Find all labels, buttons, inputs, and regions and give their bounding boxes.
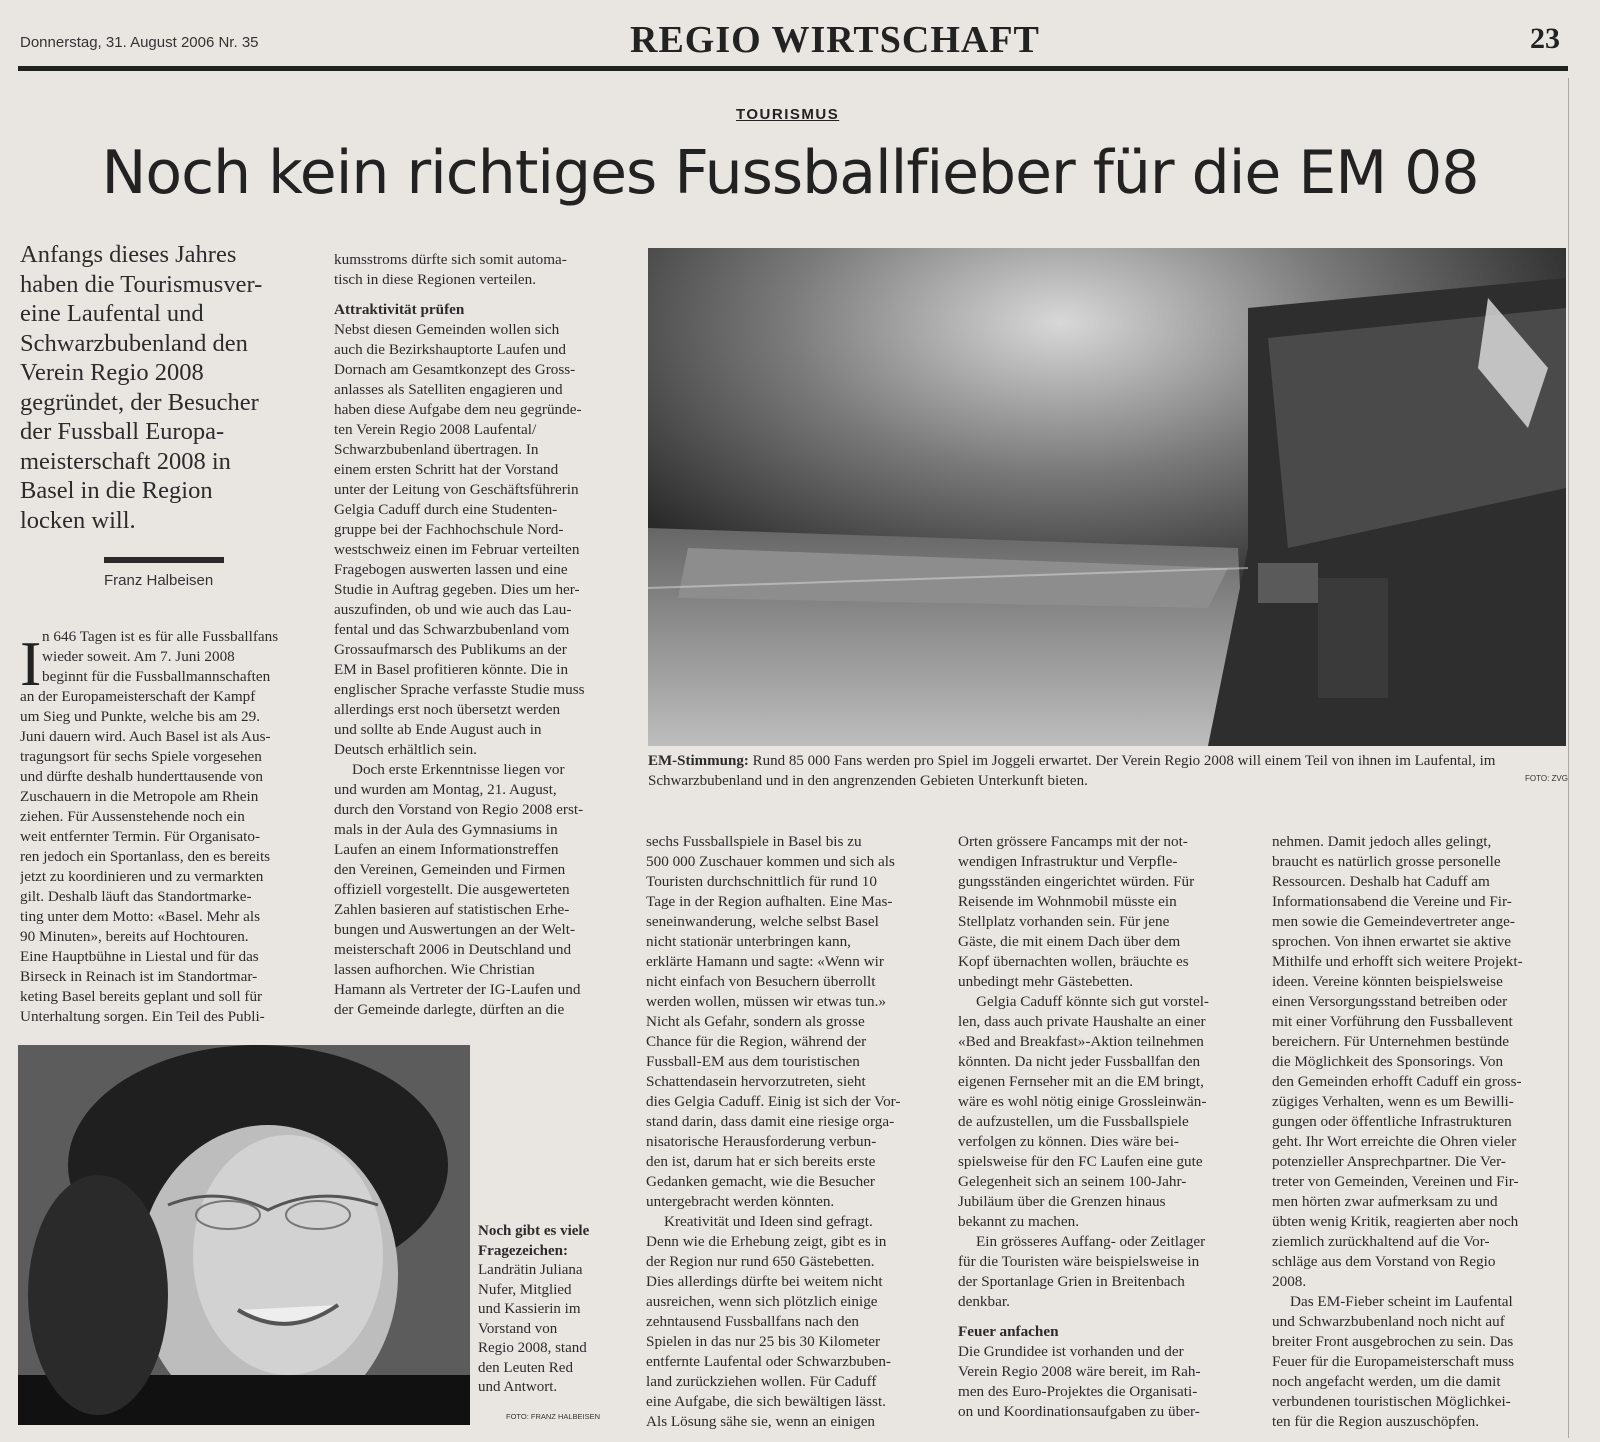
text-line: untergebracht werden könnten. — [646, 1193, 835, 1210]
portrait-caption-line: Regio 2008, stand — [478, 1340, 587, 1356]
text-line: Touristen durchschnittlich für rund 10 — [646, 873, 877, 890]
text-line: men des Euro-Projektes die Organisati- — [958, 1383, 1198, 1400]
text-line: erklärte Hamann und sagte: «Wenn wir — [646, 953, 884, 970]
text-line: Fragebogen auswerten lassen und eine — [334, 561, 568, 578]
text-line: weit entfernter Termin. Für Organisato- — [20, 828, 261, 845]
photo-credit: FOTO: ZVG — [1525, 774, 1568, 783]
portrait-caption-line: den Leuten Red — [478, 1359, 573, 1376]
text-line: locken will. — [20, 506, 136, 534]
text-line: Ein grösseres Auffang- oder Zeitlager — [976, 1233, 1206, 1250]
text-line: durch den Vorstand von Regio 2008 erst- — [334, 801, 584, 818]
text-line: und sollte ab Ende August auch in — [334, 721, 542, 738]
text-line: meisterschaft 2006 in Deutschland und — [334, 941, 572, 958]
text-line: beginnt für die Fussballmannschaften — [42, 668, 271, 685]
text-line: lassen aufhorchen. Wie Christian — [334, 961, 535, 978]
text-line: englischer Sprache verfasste Studie muss — [334, 681, 585, 698]
text-line: Gelgia Caduff durch eine Studenten- — [334, 501, 558, 518]
text-line: bungen und Auswertungen an der Welt- — [334, 921, 576, 938]
text-line: Fussball-EM aus dem touristischen — [646, 1053, 860, 1070]
text-line: mals in der Aula des Gymnasiums in — [334, 821, 558, 838]
text-line: men hörten zwar aufmerksam zu und — [1272, 1193, 1498, 1210]
paragraph-gap — [334, 290, 624, 298]
text-line: gungsständen eingerichtet würden. Für — [958, 873, 1195, 890]
text-line: len, dass auch private Haushalte an einer — [958, 1013, 1206, 1030]
text-line: und wurden am Montag, 21. August, — [334, 781, 557, 798]
text-line: ren jedoch ein Sportanlass, den es bereits — [20, 848, 271, 865]
text-line: meisterschaft 2008 in — [20, 447, 231, 475]
text-line: Schattendasein hervorzutreten, sieht — [646, 1073, 866, 1090]
text-line: der Region nur rund 650 Gästebetten. — [646, 1253, 875, 1270]
text-line: «Bed and Breakfast»-Aktion teilnehmen — [958, 1033, 1204, 1050]
text-line: an der Europameisterschaft der Kampf — [20, 688, 256, 705]
text-line: Gelgia Caduff könnte sich gut vorstel- — [976, 993, 1209, 1010]
text-line: tisch in diese Regionen verteilen. — [334, 271, 537, 288]
text-line: land zurückziehen wollen. Für Caduff — [646, 1373, 877, 1390]
text-line: Jubiläum über die Grenzen hinaus — [958, 1193, 1166, 1210]
text-line: kumsstroms dürfte sich somit automa- — [334, 251, 567, 268]
text-line: mit einer Vorführung den Fussballevent — [1272, 1013, 1513, 1030]
text-line: Tage in der Region aufhalten. Eine Mas- — [646, 893, 893, 910]
text-line: Doch erste Erkenntnisse liegen vor — [352, 761, 565, 778]
subheading: Feuer anfachen — [958, 1323, 1059, 1340]
text-line: Stellplatz vorhanden sein. Für jene — [958, 913, 1170, 930]
text-line: Grossaufmarsch des Publikums an der — [334, 641, 567, 658]
text-line: bekannt zu machen. — [958, 1213, 1080, 1230]
text-column-4 — [958, 832, 1248, 1422]
text-line: zügiges Verhalten, wenn es um Bewilli- — [1272, 1093, 1514, 1110]
text-column-5 — [1272, 832, 1564, 1432]
portrait-photo — [18, 1045, 470, 1425]
page-number: 23 — [1530, 22, 1560, 55]
text-line: fental und das Schwarzbubenland vom — [334, 621, 570, 638]
text-line: für die Touristen wäre beispielsweise in — [958, 1253, 1200, 1270]
text-line: werden wollen, müssen wir etwas tun.» — [646, 993, 886, 1010]
text-line: ideen. Vereine könnten beispielsweise — [1272, 973, 1503, 990]
text-line: gruppe bei der Fachhochschule Nord- — [334, 521, 564, 538]
text-line: de aufzustellen, um die Fussballspiele — [958, 1113, 1189, 1130]
text-line: den ist, darum hat er sich bereits erste — [646, 1153, 876, 1170]
text-line: auszufinden, ob und wie auch das Lau- — [334, 601, 572, 618]
headline: Noch kein richtiges Fussballfieber für die EM 08 — [101, 138, 1479, 208]
text-line: Juni dauern wird. Auch Basel ist als Aus- — [20, 728, 271, 745]
text-line: unbedingt mehr Gästebetten. — [958, 973, 1134, 990]
text-line: 90 Minuten», bereits auf Hochtouren. — [20, 928, 249, 945]
text-line: einen Versorgungsstand betreiben oder — [1272, 993, 1508, 1010]
text-line: wieder soweit. Am 7. Juni 2008 — [42, 648, 235, 665]
text-line: Basel in die Region — [20, 477, 213, 504]
text-line: Chance für die Region, während der — [646, 1033, 867, 1050]
text-line: eine Aufgabe, die sich bewältigen lässt. — [646, 1393, 886, 1410]
text-line: 500 000 Zuschauer kommen und sich als — [646, 853, 895, 870]
text-line: und dürfte deshalb hunderttausende von — [20, 768, 263, 785]
text-line: on und Koordinationsaufgaben zu über- — [958, 1403, 1200, 1420]
text-line: Orten grössere Fancamps mit der not- — [958, 833, 1188, 850]
photo-caption-text: Rund 85 000 Fans werden pro Spiel im Joggeli erwartet. Der Verein Regio 2008 will einem Teil von ihnen im Laufental, im Schwarzbubenland und in den angrenzenden Gebieten Unterkunft bieten. — [648, 753, 1496, 789]
text-line: Reisende im Wohnmobil müsste ein — [958, 893, 1177, 910]
text-line: ting unter dem Motto: «Basel. Mehr als — [20, 908, 261, 925]
text-line: treter von Gemeinden, Vereinen und Fir- — [1272, 1173, 1519, 1190]
text-line: spielsweise für den FC Laufen eine gute — [958, 1153, 1203, 1170]
section-title: REGIO WIRTSCHAFT — [630, 19, 1040, 61]
text-line: westschweiz einen im Februar verteilten — [334, 541, 580, 558]
text-line: Als Lösung sähe sie, wenn an einigen — [646, 1413, 876, 1430]
text-line: ziehen. Für Aussenstehende noch ein — [20, 808, 245, 825]
photo-caption-label: EM-Stimmung: — [648, 753, 749, 769]
portrait-photo-image — [18, 1045, 470, 1425]
text-line: Verein Regio 2008 wäre bereit, im Rah- — [958, 1363, 1201, 1380]
text-line: verbundenen touristischen Möglichkei- — [1272, 1393, 1511, 1410]
photo-caption — [648, 751, 1566, 791]
masthead-rule — [18, 66, 1568, 71]
text-line: und Schwarzbubenland noch nicht auf — [1272, 1313, 1505, 1330]
portrait-credit: FOTO: FRANZ HALBEISEN — [506, 1412, 601, 1421]
text-line: potenzieller Ansprechpartner. Die Ver- — [1272, 1153, 1506, 1170]
text-line: stand darin, dass damit eine riesige orga- — [646, 1113, 895, 1130]
text-line: könnten. Da nicht jeder Fussballfan den — [958, 1053, 1201, 1070]
text-line: sechs Fussballspiele in Basel bis zu — [646, 833, 862, 850]
text-line: ten Verein Regio 2008 Laufental/ — [334, 421, 537, 438]
subheading: Attraktivität prüfen — [334, 301, 465, 318]
kicker: TOURISMUS — [736, 106, 840, 123]
text-line: auch die Bezirkshauptorte Laufen und — [334, 341, 566, 358]
text-line: der Gemeinde darlegte, dürften an die — [334, 1001, 565, 1018]
text-line: Studie in Auftrag gegeben. Dies um her- — [334, 581, 580, 598]
text-line: Unterhaltung sorgen. Ein Teil des Publi- — [20, 1008, 265, 1025]
text-line: haben die Tourismusver- — [20, 270, 263, 298]
text-line: eigenen Fernseher mit an die EM bringt, — [958, 1073, 1204, 1090]
text-line: breiter Front ausgebrochen zu sein. Das — [1272, 1333, 1514, 1350]
text-line: die Möglichkeit des Sponsorings. Von — [1272, 1053, 1504, 1070]
text-line: ziemlich zurückhaltend auf die Vor- — [1272, 1233, 1490, 1250]
portrait-caption-line: Landrätin Juliana — [478, 1262, 583, 1278]
text-line: seneinwanderung, welche selbst Basel — [646, 913, 879, 930]
text-line: verfolgen zu können. Dies wäre bei- — [958, 1133, 1179, 1150]
text-line: einem ersten Schritt hat der Vorstand — [334, 461, 559, 478]
text-line: jetzt zu koordinieren und zu vermarkten — [20, 868, 264, 885]
text-line: Gelegenheit sich an seinem 100-Jahr- — [958, 1173, 1187, 1190]
text-line: Nicht als Gefahr, sondern als grosse — [646, 1013, 865, 1030]
text-line: gegründet, der Besucher — [20, 388, 259, 416]
text-line: dies Gelgia Caduff. Einig ist sich der Vor- — [646, 1093, 901, 1110]
author-byline: Franz Halbeisen — [104, 572, 214, 589]
text-line: Mithilfe und erhofft sich weitere Projekt- — [1272, 953, 1523, 970]
text-line: gungen oder öffentliche Infrastrukturen — [1272, 1113, 1512, 1130]
text-line: Denn wie die Erhebung zeigt, gibt es in — [646, 1233, 887, 1250]
text-line: Dies allerdings dürfte bei weitem nicht — [646, 1273, 883, 1290]
text-line: Eine Hauptbühne in Liestal und für das — [20, 948, 259, 965]
portrait-caption-line: Vorstand von — [478, 1320, 558, 1337]
author-rule — [104, 557, 224, 563]
text-line: Informationsabend die Vereine und Fir- — [1272, 893, 1512, 910]
text-line: den Vereinen, Gemeinden und Firmen — [334, 861, 566, 878]
text-line: keting Basel bereits geplant und soll für — [20, 988, 263, 1005]
text-line: zehntausend Fussballfans nach den — [646, 1313, 859, 1330]
text-line: EM in Basel profitieren könnte. Die in — [334, 661, 569, 678]
text-line: Laufen an einem Informationstreffen — [334, 841, 559, 858]
text-line: Zuschauern in die Metropole am Rhein — [20, 788, 259, 805]
text-line: Spielen in das nur 25 bis 30 Kilometer — [646, 1333, 881, 1350]
text-line: Zahlen basieren auf statistischen Erhe- — [334, 901, 570, 918]
stadium-photo-image — [648, 248, 1566, 746]
text-line: braucht es natürlich grosse personelle — [1272, 853, 1501, 870]
text-line: Die Grundidee ist vorhanden und der — [958, 1343, 1184, 1360]
text-column-1 — [20, 627, 310, 1027]
portrait-caption — [478, 1222, 618, 1398]
text-line: Gedanken gemacht, wie die Besucher — [646, 1173, 875, 1190]
text-line: sprochen. Von ihnen erwartet sie aktive — [1272, 933, 1511, 950]
text-line: der Fussball Europa- — [20, 418, 225, 445]
text-line: men sowie die Gemeindevertreter ange- — [1272, 913, 1515, 930]
text-line: Birseck in Reinach ist im Standortmar- — [20, 968, 258, 985]
text-line: ausreichen, wenn sich plötzlich einige — [646, 1293, 878, 1310]
text-line: Schwarzbubenland übertragen. In — [334, 441, 539, 458]
text-line: Verein Regio 2008 — [20, 359, 204, 386]
text-line: der Sportanlage Grien in Breitenbach — [958, 1273, 1185, 1290]
text-line: Anfangs dieses Jahres — [20, 241, 237, 268]
text-line: Hamann als Vertreter der IG-Laufen und — [334, 981, 581, 998]
text-column-3 — [646, 832, 936, 1432]
text-line: Nebst diesen Gemeinden wollen sich — [334, 321, 560, 338]
text-line: n 646 Tagen ist es für alle Fussballfans — [42, 628, 279, 645]
text-line: noch angefacht werden, um die damit — [1272, 1373, 1501, 1390]
text-line: nicht einfach von Besuchern überrollt — [646, 973, 876, 990]
issue-date: Donnerstag, 31. August 2006 Nr. 35 — [20, 34, 259, 51]
text-line: Kopf übernachten wollen, bräuchte es — [958, 953, 1189, 970]
text-line: Kreativität und Ideen sind gefragt. — [664, 1213, 873, 1230]
text-line: offiziell vorgestellt. Die ausgewerteten — [334, 881, 570, 898]
text-line: Dornach am Gesamtkonzept des Gross- — [334, 361, 576, 378]
text-line: bereichern. Für Unternehmen bestünde — [1272, 1033, 1510, 1050]
text-line: tragungsort für sechs Spiele vorgesehen — [20, 748, 262, 765]
text-line: Feuer für die Europameisterschaft muss — [1272, 1353, 1515, 1370]
text-line: geht. Ihr Wort erreichte die Ohren vieler — [1272, 1133, 1517, 1150]
paragraph-gap — [958, 1312, 1248, 1320]
stadium-photo — [648, 248, 1566, 746]
text-line: Das EM-Fieber scheint im Laufental — [1290, 1293, 1513, 1310]
text-line: anlasses als Satelliten engagieren und — [334, 381, 563, 398]
text-line: Deutsch erhältlich sein. — [334, 741, 477, 758]
text-line: haben diese Aufgabe dem neu gegründe- — [334, 401, 582, 418]
text-line: entfernte Laufental oder Schwarzbuben- — [646, 1353, 891, 1370]
text-column-2 — [334, 250, 624, 1020]
text-line: um Sieg und Punkte, welche bis am 29. — [20, 708, 261, 725]
portrait-caption-label-line: Fragezeichen: — [478, 1242, 568, 1259]
text-line: ten für die Region auszuschöpfen. — [1272, 1413, 1480, 1430]
drop-cap: I — [20, 628, 42, 699]
lead-paragraph — [20, 240, 320, 535]
text-line: schläge aus dem Vorstand von Regio — [1272, 1253, 1496, 1270]
text-line: unter der Leitung von Geschäftsführerin — [334, 481, 579, 498]
page-edge-line — [1568, 78, 1569, 1438]
text-line: nicht stationär unterbringen kann, — [646, 933, 851, 950]
text-line: eine Laufental und — [20, 300, 204, 327]
portrait-caption-line: und Kassierin im — [478, 1301, 581, 1317]
text-line: Schwarzbubenland den — [20, 329, 248, 357]
portrait-caption-line: und Antwort. — [478, 1379, 558, 1395]
portrait-caption-line: Nufer, Mitglied — [478, 1281, 572, 1298]
text-line: allerdings erst noch übersetzt werden — [334, 701, 561, 718]
text-line: nisatorische Herausforderung verbun- — [646, 1133, 877, 1150]
text-line: den Gemeinden erhofft Caduff ein gross- — [1272, 1073, 1522, 1090]
text-line: übten wenig Kritik, reagierten aber noch — [1272, 1213, 1519, 1230]
text-line: 2008. — [1272, 1273, 1307, 1290]
text-line: Gäste, die mit einem Dach über dem — [958, 933, 1181, 950]
text-line: Ressourcen. Deshalb hat Caduff am — [1272, 873, 1490, 890]
text-line: wendigen Infrastruktur und Verpfle- — [958, 853, 1178, 870]
text-line: denkbar. — [958, 1293, 1010, 1310]
text-line: nehmen. Damit jedoch alles gelingt, — [1272, 833, 1492, 850]
text-line: wäre es wohl nötig einige Grossleinwän- — [958, 1093, 1207, 1110]
text-line: gilt. Deshalb läuft das Standortmarke- — [20, 888, 252, 905]
portrait-caption-label-line: Noch gibt es viele — [478, 1223, 590, 1239]
